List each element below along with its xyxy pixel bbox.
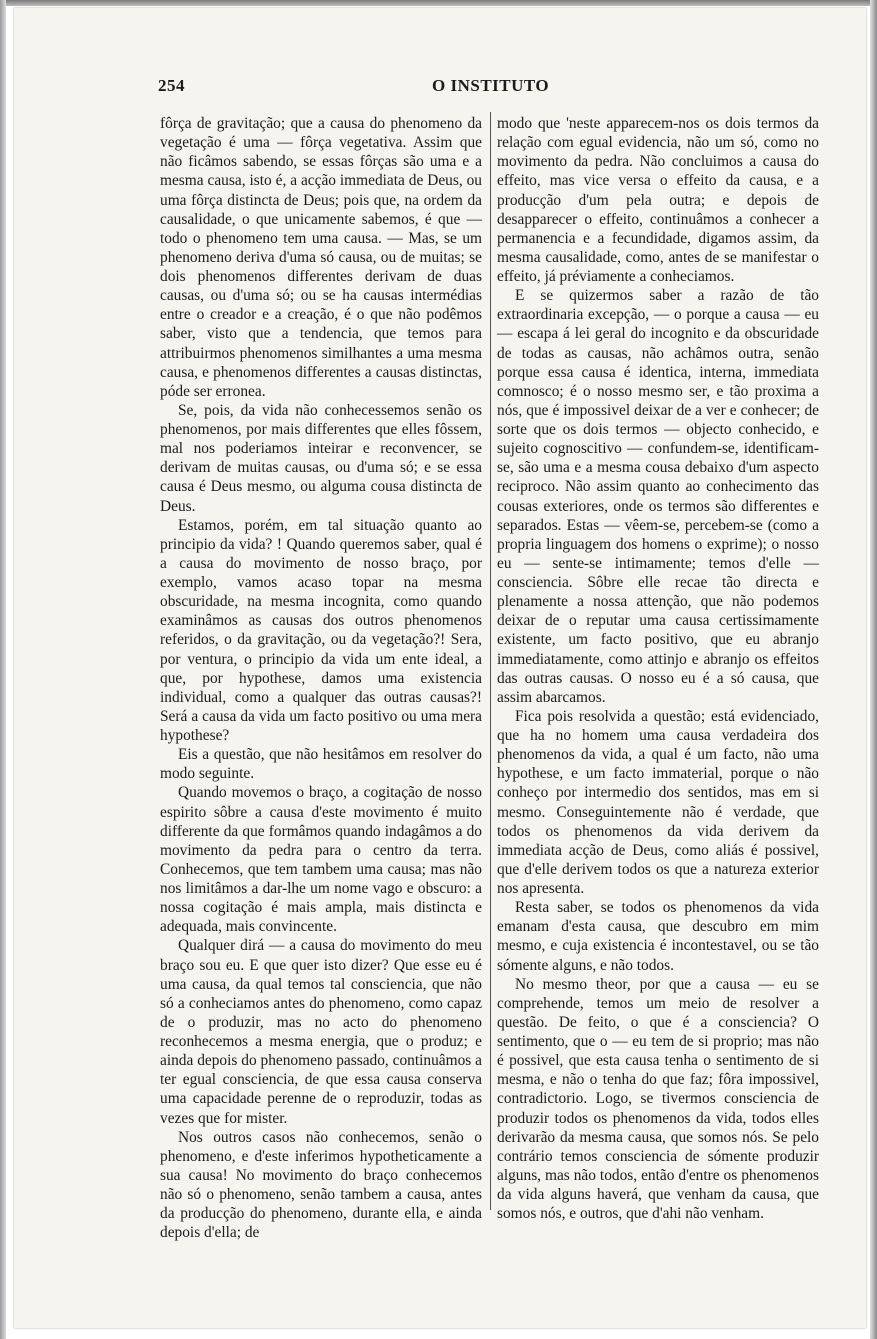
- right-text-column: [497, 114, 819, 1223]
- scan-left-edge: [0, 0, 6, 1339]
- paragraph: Qualquer dirá — a causa do movimento do meu braço sou eu. E que quer isto dizer? Que esse eu é uma causa, da qual temos tal consciencia, que não só a conheciamos antes do phenomeno, como capaz de o produzir, mas no acto do phenomeno reconhecemos a mesma energia, que o produz; e ainda depois do phenomeno passado, continuâmos a ter egual consciencia, de que essa causa conserva uma capacidade perenne de o reproduzir, todas as vezes que for mister.: [160, 937, 482, 1127]
- paragraph: Resta saber, se todos os phenomenos da vida emanam d'esta causa, que descubro em mim mesmo, e cuja existencia é incontestavel, ou se tão sómente alguns, e não todos.: [497, 899, 819, 974]
- paragraph: Se, pois, da vida não conhecessemos senão os phenomenos, por mais differentes que elles fôssem, mal nos poderiamos inteirar e reconvencer, se derivam de muitas causas, ou d'uma só; e se essa causa é Deus mesmo, ou alguma cousa distincta de Deus.: [160, 401, 482, 515]
- scan-top-edge: [0, 0, 877, 6]
- left-text-column: [160, 114, 482, 1242]
- scan-right-edge: [870, 0, 877, 1339]
- paragraph: Quando movemos o braço, a cogitação de nosso espirito sôbre a causa d'este movimento é muito differente da que formâmos quando indagâmos a do movimento da pedra para o centro da terra. Conhecemos, que tem tambem uma causa; mas não nos limitâmos a dar-lhe um nome vago e obscuro: a nossa cogitação é mais ampla, mais distincta e adequada, mais convincente.: [160, 784, 482, 936]
- paragraph: Fica pois resolvida a questão; está evidenciado, que ha no homem uma causa verdadeira dos phenomenos da vida, a qual é um facto, não uma hypothese, e um facto immaterial, porque o não conheço por intermedio dos sentidos, mas em si mesmo. Conseguintemente não é verdade, que todos os phenomenos da vida derivem da immediata acção de Deus, como aliás é possivel, que d'elle derivem todos os que a natureza exterior nos apresenta.: [497, 707, 819, 897]
- page-number: 254: [158, 76, 185, 95]
- paragraph: Eis a questão, que não hesitâmos em resolver do modo seguinte.: [160, 746, 482, 783]
- paragraph: fôrça de gravitação; que a causa do phenomeno da vegetação é uma — fôrça vegetativa. Assim que não ficâmos sabendo, se essas fôrças são uma e a mesma causa, isto é, a acção immediata de Deus, ou uma fôrça distincta de Deus; pois que, na ordem da causalidade, o que unicamente sabemos, é que — todo o phenomeno tem uma causa. — Mas, se um phenomeno deriva d'uma só causa, ou de muitas; se dois phenomenos differentes derivam de duas causas, ou d'uma só; ou se ha causas intermédias entre o creador e a creação, é o que não podêmos saber, visto que a tendencia, que temos para attribuirmos phenomenos similhantes a uma mesma causa, e phenomenos differentes a causas distinctas, póde ser erronea.: [160, 115, 482, 400]
- paragraph: Estamos, porém, em tal situação quanto ao principio da vida? ! Quando queremos saber, qual é a causa do movimento de nosso braço, por exemplo, vamos acaso topar na mesma obscuridade, na mesma incognita, como quando examinâmos as causas dos outros phenomenos referidos, o da gravitação, ou da vegetação?! Sera, por ventura, o principio da vida um ente ideal, a que, por hypothese, damos uma existencia individual, como a qualquer das outras causas?! Será a causa da vida um facto positivo ou uma mera hypothese?: [160, 516, 482, 744]
- paragraph: modo que 'neste apparecem-nos os dois termos da relação com egual evidencia, não um só, como no movimento da pedra. Não concluimos a causa do effeito, mas vice versa o effeito da causa, e a producção d'um pela outra; e depois de desapparecer o effeito, continuâmos a conhecer a permanencia e a fecundidade, digamos assim, da mesma causalidade, como, antes de se manifestar o effeito, já préviamente a conheciamos.: [497, 115, 819, 285]
- column-divider: [490, 112, 491, 1210]
- running-title: O INSTITUTO: [432, 76, 550, 95]
- paragraph: No mesmo theor, por que a causa — eu se comprehende, temos um meio de resolver a questão. De feito, o que é a consciencia? O sentimento, que o — eu tem de si proprio; mas não é possivel, que esta causa tenha o sentimento de si mesma, e não o tenha do que faz; fôra impossivel, contradictorio. Logo, se tivermos consciencia de produzir todos os phenomenos da vida, todos elles derivarão da mesma causa, que somos nós. Se pelo contrário temos consciencia de sómente produzir alguns, mas não todos, então d'entre os phenomenos da vida alguns haverá, que venham da causa, que somos nós, e outros, que d'ahi não venham.: [497, 975, 819, 1223]
- paragraph: E se quizermos saber a razão de tão extraordinaria excepção, — o porque a causa — eu — escapa á lei geral do incognito e da obscuridade de todas as causas, não achâmos outra, senão porque essa causa é identica, interna, immediata comnosco; é o nosso mesmo ser, e tão proxima a nós, que é impossivel deixar de a ver e conhecer; de sorte que os dois termos — objecto conhecido, e sujeito cognoscitivo — confundem-se, identificam-se, são uma e a mesma cousa debaixo d'um aspecto reciproco. Não assim quanto ao conhecimento das cousas exteriores, onde os termos são differentes e separados. Estas — vêem-se, percebem-se (como a propria linguagem dos homens o exprime); o nosso eu — sente-se intimamente; temos d'elle — consciencia. Sôbre elle recae tão directa e plenamente a nossa attenção, que não podemos deixar de o reputar uma causa certissimamente existente, um facto positivo, que eu abranjo immediatamente, como attinjo e abranjo os effeitos das outras causas. O nosso eu é a só causa, que assim abarcamos.: [497, 287, 819, 706]
- paragraph: Nos outros casos não conhecemos, senão o phenomeno, e d'este inferimos hypotheticamente a sua causa! No movimento do braço conhecemos não só o phenomeno, senão tambem a causa, antes da producção do phenomeno, durante ella, e ainda depois d'ella; de: [160, 1128, 482, 1242]
